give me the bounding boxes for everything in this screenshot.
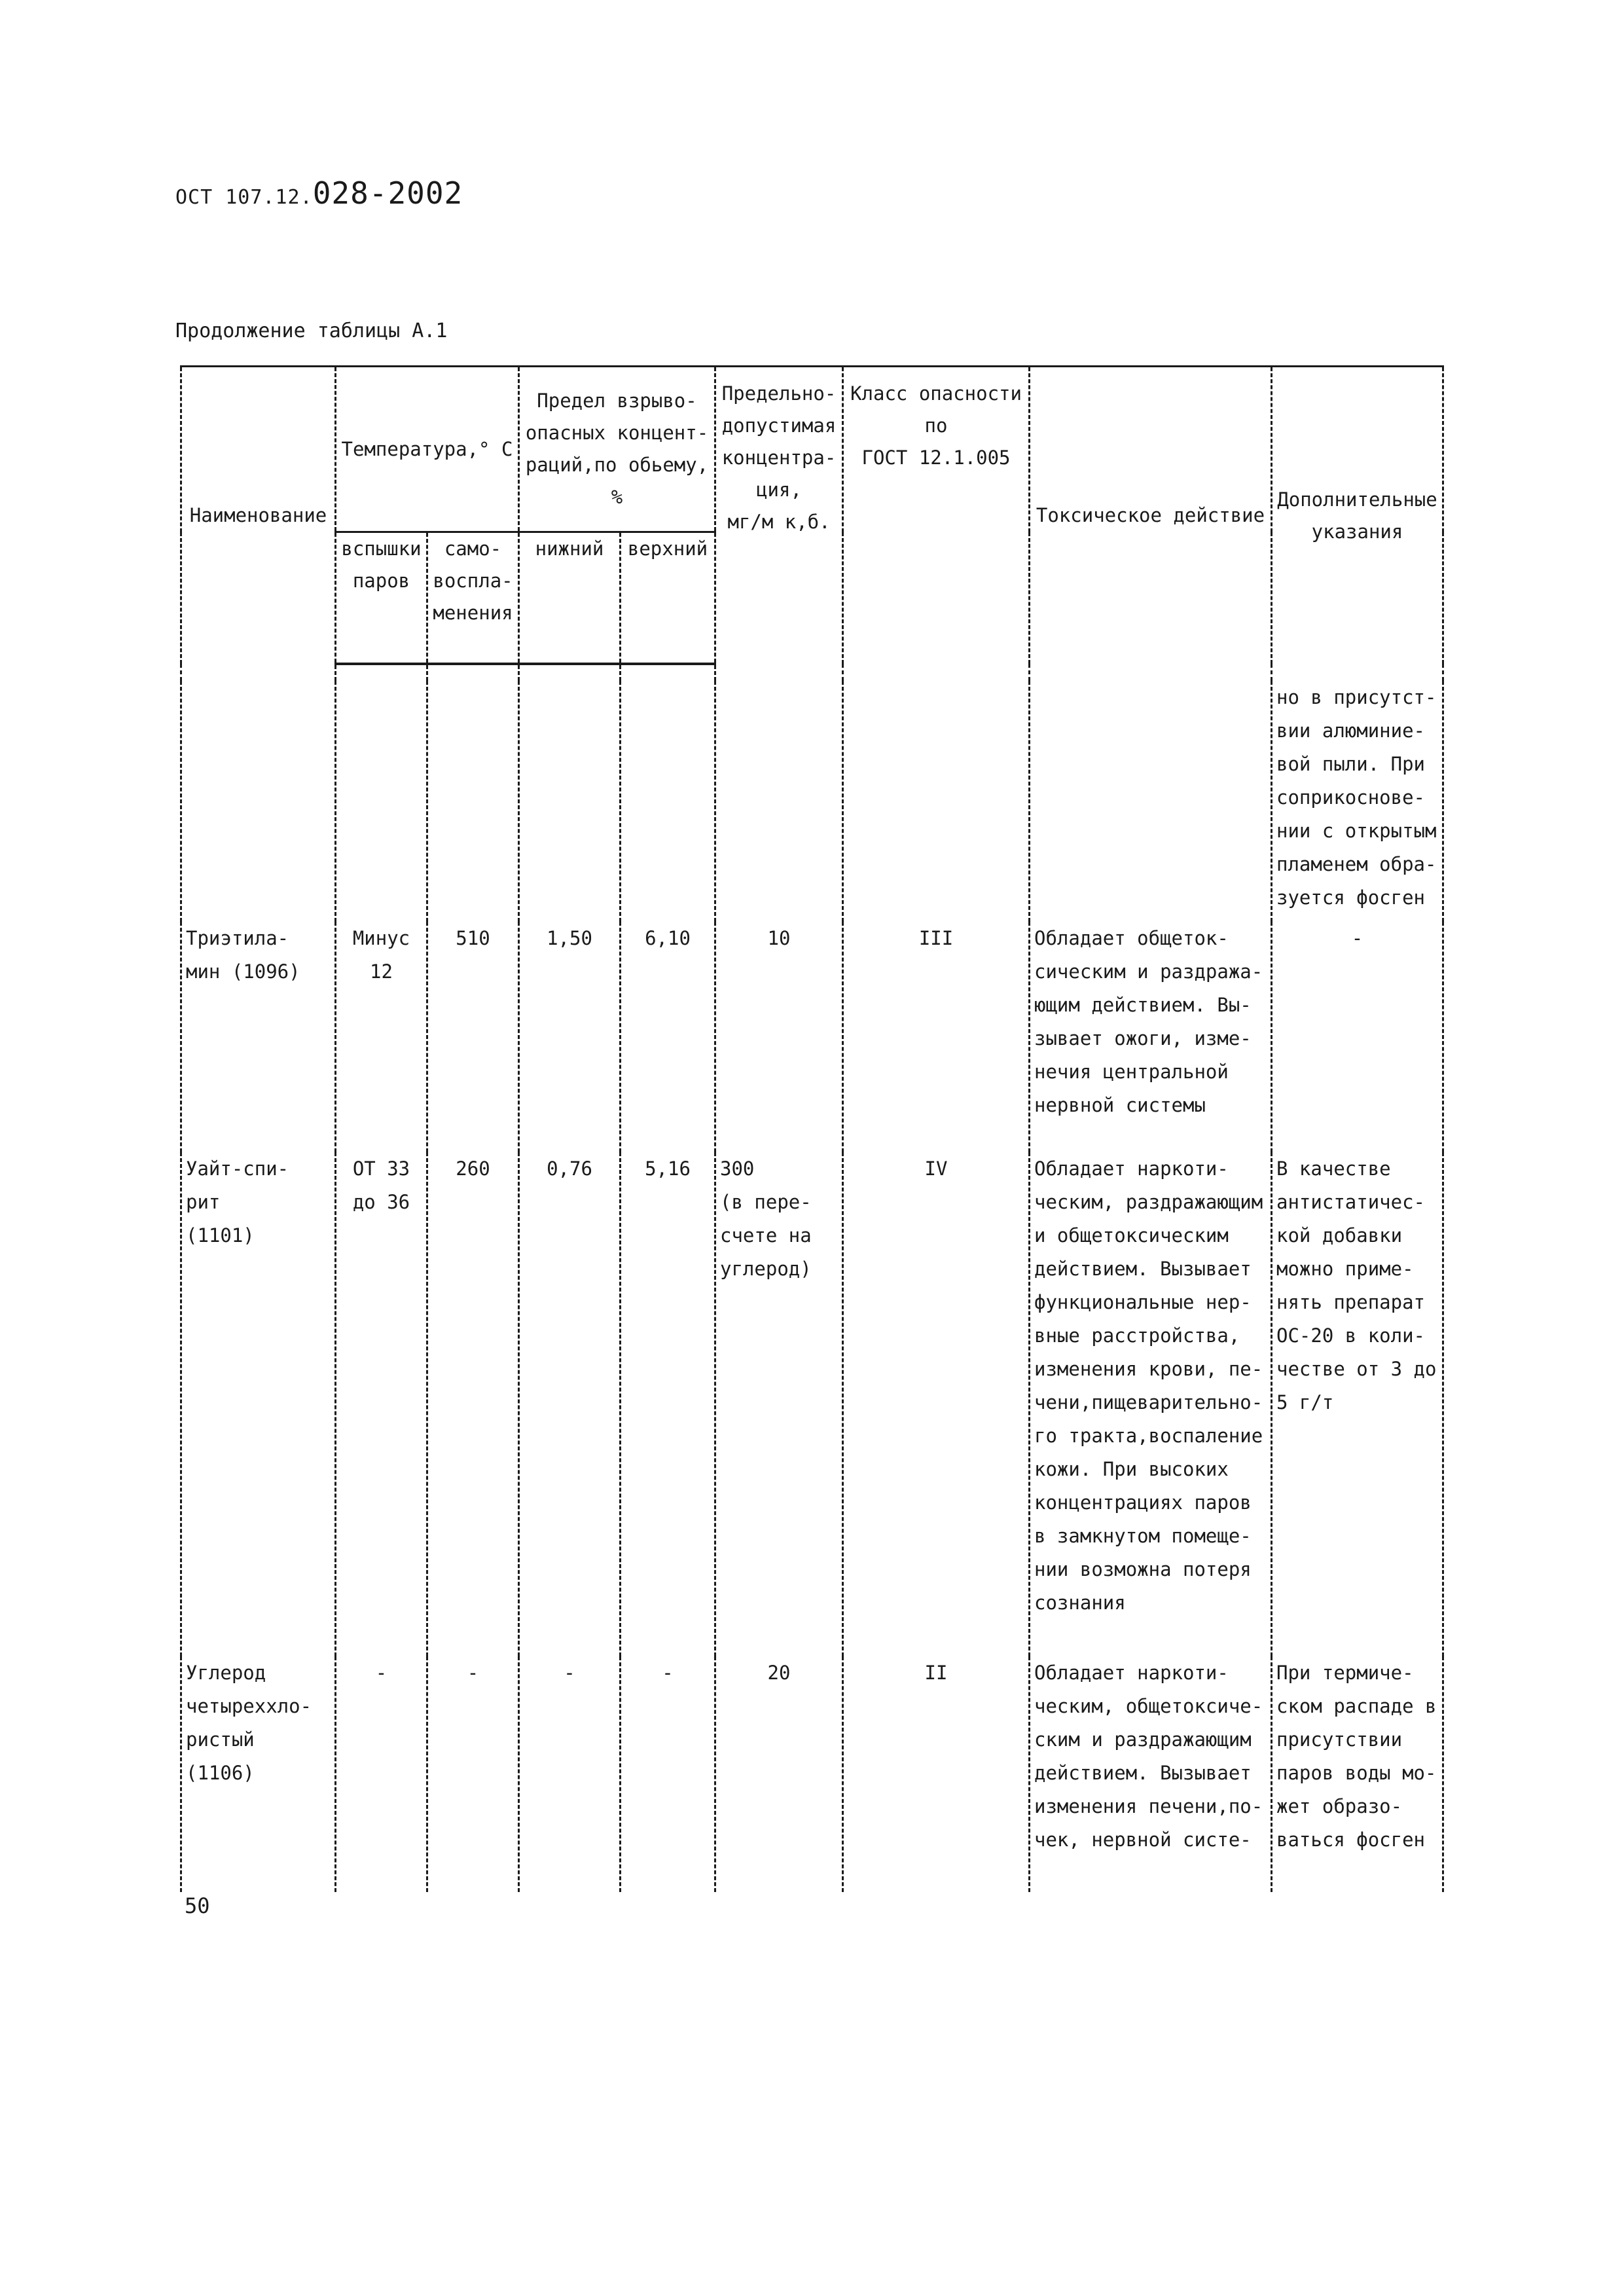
cell-name: Углерод четыреххло- ристый (1106)	[181, 1656, 336, 1892]
table-body	[181, 664, 1443, 1892]
cell-hazard-class: IV	[843, 1152, 1030, 1656]
header-temp-autoignition: само- воспла- менения	[427, 532, 519, 665]
table-header	[181, 367, 1443, 665]
header-temp-flash: вспышки паров	[336, 532, 427, 665]
cell-mpc: 10	[715, 922, 843, 1152]
cell-autoignition: -	[427, 1656, 519, 1892]
cell-mpc: 20	[715, 1656, 843, 1892]
cell-flash: Минус 12	[336, 922, 427, 1152]
hazard-table	[180, 365, 1444, 1892]
cell-limit-low	[519, 681, 621, 922]
cell-limit-low: -	[519, 1656, 621, 1892]
page-number: 50	[185, 1893, 210, 1918]
cell-limit-low: 0,76	[519, 1152, 621, 1656]
document-code-prefix: ОСТ 107.12.	[175, 186, 313, 209]
cell-mpc	[715, 681, 843, 922]
header-mpc: Предельно- допустимая концентра- ция, мг/м к,б.	[715, 367, 843, 665]
cell-notes: но в присутст- вии алюминие- вой пыли. При соприкоснове- нии с открытым пламенем обра- зуется фосген	[1272, 681, 1443, 922]
cell-name	[181, 681, 336, 922]
cell-flash: ОТ 33 до 36	[336, 1152, 427, 1656]
header-toxic-action: Токсическое действие	[1030, 367, 1272, 665]
header-limit-low: нижний	[519, 532, 621, 665]
cell-hazard-class: III	[843, 922, 1030, 1152]
cell-flash: -	[336, 1656, 427, 1892]
cell-toxic-action: Обладает наркоти- ческим, раздражающим и общетоксическим действием. Вызывает функциональные нер- вные расстройства, изменения крови, пе- чени,пищеварительно- го тракта,воспаление кожи. При высоких концентрациях паров в замкнутом помеще- нии возможна потеря сознания	[1030, 1152, 1272, 1656]
header-name: Наименование	[181, 367, 336, 665]
cell-toxic-action	[1030, 681, 1272, 922]
cell-toxic-action: Обладает наркоти- ческим, общетоксиче- ским и раздражающим действием. Вызывает изменения печени,по- чек, нервной систе-	[1030, 1656, 1272, 1892]
table-caption: Продолжение таблицы А.1	[175, 319, 448, 342]
cell-mpc: 300 (в пере- счете на углерод)	[715, 1152, 843, 1656]
cell-limit-high	[621, 681, 715, 922]
cell-autoignition: 260	[427, 1152, 519, 1656]
table-row	[181, 681, 1443, 922]
header-explosive-limit: Предел взрыво- опасных концент- раций,по обьему, %	[519, 367, 715, 532]
cell-limit-high: -	[621, 1656, 715, 1892]
header-hazard-class: Класс опасности по ГОСТ 12.1.005	[843, 367, 1030, 665]
cell-limit-high: 5,16	[621, 1152, 715, 1656]
cell-limit-low: 1,50	[519, 922, 621, 1152]
cell-notes: При термиче- ском распаде в присутствии паров воды мо- жет образо- ваться фосген	[1272, 1656, 1443, 1892]
cell-toxic-action: Обладает общеток- сическим и раздража- ющим действием. Вы- зывает ожоги, изме- нечия центральной нервной системы	[1030, 922, 1272, 1152]
table-row	[181, 1656, 1443, 1892]
cell-hazard-class: II	[843, 1656, 1030, 1892]
cell-autoignition: 510	[427, 922, 519, 1152]
table-row	[181, 1152, 1443, 1656]
cell-name: Уайт-спи- рит (1101)	[181, 1152, 336, 1656]
header-limit-high: верхний	[621, 532, 715, 665]
cell-hazard-class	[843, 681, 1030, 922]
cell-autoignition	[427, 681, 519, 922]
cell-name: Триэтила- мин (1096)	[181, 922, 336, 1152]
cell-notes: В качестве антистатичес- кой добавки можно приме- нять препарат ОС-20 в коли- честве от 3 до 5 г/т	[1272, 1152, 1443, 1656]
document-code	[175, 175, 463, 211]
cell-flash	[336, 681, 427, 922]
header-notes: Дополнительные указания	[1272, 367, 1443, 665]
document-code-number: 028-2002	[312, 175, 463, 211]
header-temperature: Температура,° С	[336, 367, 519, 532]
cell-limit-high: 6,10	[621, 922, 715, 1152]
cell-notes: -	[1272, 922, 1443, 1152]
table-row	[181, 922, 1443, 1152]
